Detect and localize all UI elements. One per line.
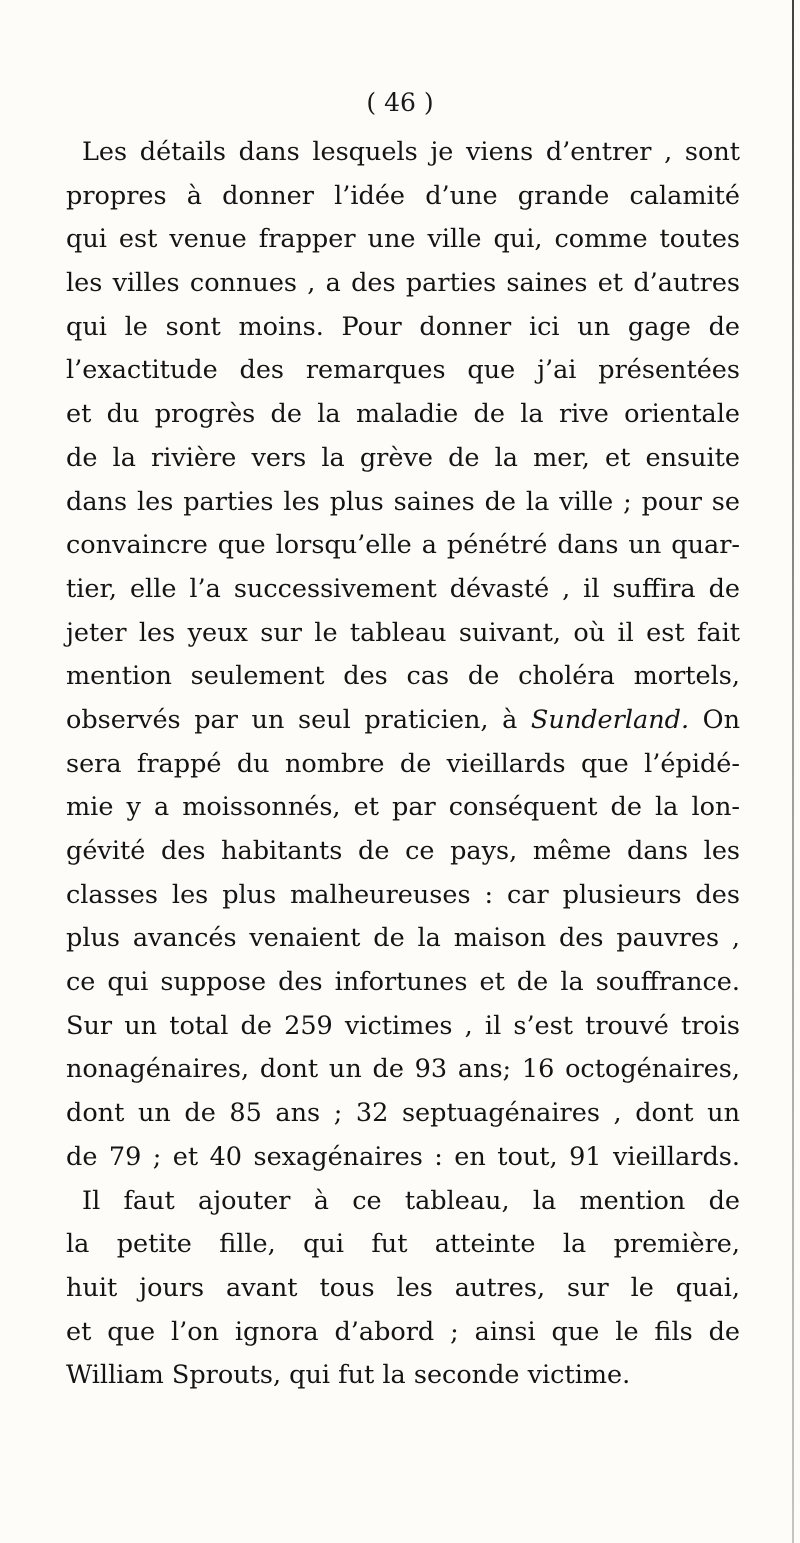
text-line: et que l’on ignora d’abord ; ainsi que le fils de [66, 1316, 740, 1347]
text-line: de 79 ; et 40 sexagénaires : en tout, 91 vieillards. [66, 1141, 740, 1172]
text-line: ce qui suppose des infortunes et de la souffrance. [66, 967, 740, 998]
text-line: qui est venue frapper une ville qui, comme toutes [66, 224, 740, 255]
text-line: Sur un total de 259 victimes , il s’est trouvé trois [66, 1010, 740, 1041]
text-line: et du progrès de la maladie de la rive orientale [66, 399, 740, 430]
text-segment: On [702, 704, 741, 735]
text-line: mention seulement des cas de choléra mortels, [66, 661, 740, 692]
text-line: nonagénaires, dont un de 93 ans; 16 octogénaires, [66, 1054, 740, 1085]
page-edge-line [792, 0, 794, 1543]
text-line: dans les parties les plus saines de la ville ; pour se [66, 486, 740, 517]
text-line-with-italic [66, 699, 740, 743]
text-line: plus avancés venaient de la maison des pauvres , [66, 923, 740, 954]
text-segment: observés par un seul praticien, à [66, 704, 518, 735]
text-line: qui le sont moins. Pour donner ici un gage de [66, 311, 740, 342]
text-line: la petite fille, qui fut atteinte la première, [66, 1229, 740, 1260]
text-line: tier, elle l’a successivement dévasté , il suffira de [66, 573, 740, 604]
text-line: jeter les yeux sur le tableau suivant, où il est fait [66, 617, 740, 648]
text-line: Il faut ajouter à ce tableau, la mention de [82, 1185, 740, 1216]
text-line: Les détails dans lesquels je viens d’entrer , sont [82, 137, 740, 167]
text-line: classes les plus malheureuses : car plusieurs des [66, 879, 740, 910]
text-line: de la rivière vers la grève de la mer, et ensuite [66, 442, 740, 473]
text-line: convaincre que lorsqu’elle a pénétré dans un quar- [66, 530, 740, 561]
text-line: propres à donner l’idée d’une grande calamité [66, 180, 740, 211]
body-text [66, 131, 740, 1398]
page-number: ( 46 ) [366, 88, 434, 117]
text-line: gévité des habitants de ce pays, même dans les [66, 836, 740, 866]
italic-place-name: Sunderland. [530, 704, 690, 735]
text-line: William Sprouts, qui fut la seconde victime. [66, 1360, 631, 1391]
text-line: huit jours avant tous les autres, sur le quai, [66, 1272, 740, 1303]
text-line: l’exactitude des remarques que j’ai présentées [66, 355, 740, 386]
text-line: mie y a moissonnés, et par conséquent de la lon- [66, 792, 740, 823]
text-line: les villes connues , a des parties saines et d’autres [66, 268, 740, 299]
text-line: dont un de 85 ans ; 32 septuagénaires , dont un [66, 1098, 740, 1129]
text-line: sera frappé du nombre de vieillards que l’épidé- [66, 748, 740, 779]
